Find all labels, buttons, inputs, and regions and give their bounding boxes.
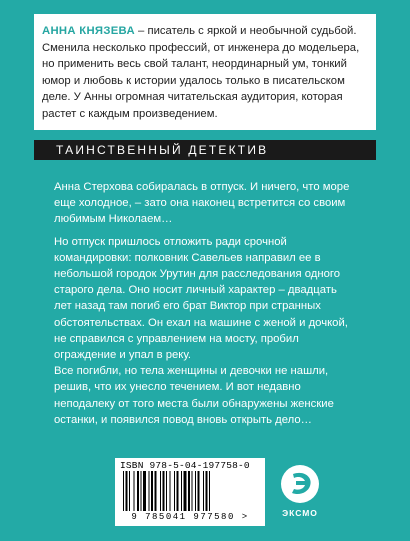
isbn-text: ISBN 978-5-04-197758-0	[120, 460, 250, 471]
author-bio: – писатель с яркой и необычной судьбой. Сменила несколько профессий, от инженера до модельера, но применить весь свой талант, неординарный ум, тонкий юмор и любовь к истории удалось только в писательском деле. У Анны огромная читательская аудитория, которая растет с каждым произведением.	[42, 25, 360, 120]
blurb-paragraph-3: Все погибли, но тела женщины и девочки не нашли, решив, что их унесло течением. И вот недавно неподалеку от того места были обнаружены женские останки, и появился повод вновь открыть дело…	[54, 365, 334, 426]
author-bio-box	[34, 14, 376, 130]
book-blurb	[54, 179, 354, 434]
barcode-box	[115, 458, 265, 526]
blurb-paragraph-1: Анна Стерхова собиралась в отпуск. И ничего, что море еще холодное, – зато она наконец встретится со своим любимым Николаем…	[54, 181, 350, 226]
series-banner	[34, 140, 376, 160]
blurb-paragraph-2: Но отпуск пришлось отложить ради срочной командировки: полковник Савельев направил ее в небольшой городок Урутин для расследования одного старого дела. Оно носит личный характер – двадцать лет назад там погиб его брат Виктор при странных обстоятельствах. Он ехал на машине с женой и дочкой, не справился с управлением на мосту, пробил ограждение и упал в реку.	[54, 235, 348, 362]
author-name: АННА КНЯЗЕВА	[42, 25, 135, 37]
publisher-logo	[272, 461, 328, 525]
barcode-icon	[123, 471, 257, 511]
series-title: ТАИНСТВЕННЫЙ ДЕТЕКТИВ	[56, 143, 269, 157]
publisher-name: ЭКСМО	[282, 508, 318, 518]
barcode-number: 9 785041 977580 >	[131, 512, 249, 522]
eksmo-logo-icon	[272, 461, 328, 509]
